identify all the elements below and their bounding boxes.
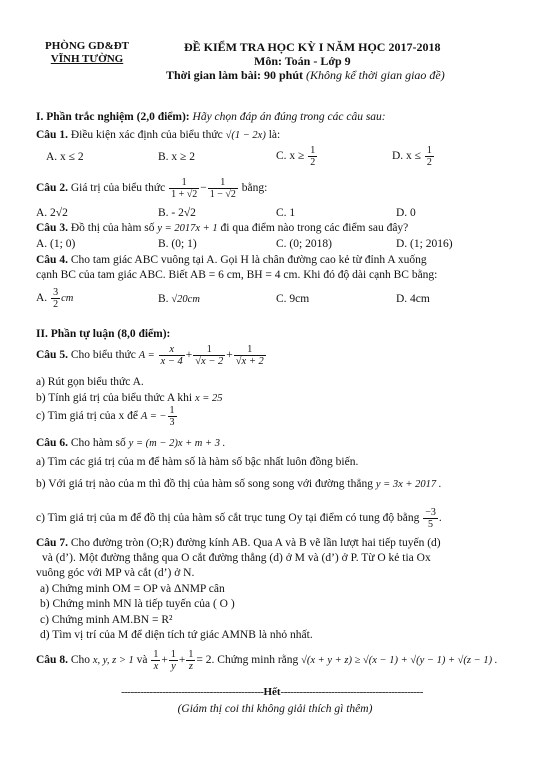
- q2-option-c: C. 1: [276, 207, 296, 219]
- question-4-line2: cạnh BC của tam giác ABC. Biết AB = 6 cm, BH = 4 cm. Khi đó độ dài cạnh BC bằng:: [36, 269, 438, 281]
- question-5: Câu 5. Cho biểu thức A = $\frac{x}{x - 4}$ + $\frac{1}{√x - 2}$ + $\frac{1}{√x + 2}$: [36, 344, 264, 367]
- q7-part-c: c) Chứng minh AM.BN = R²: [40, 614, 173, 626]
- q6-part-a: a) Tìm các giá trị của m để hàm số là hàm số bậc nhất luôn đồng biến.: [36, 456, 359, 468]
- question-4-line1: Câu 4. Cho tam giác ABC vuông tại A. Gọi H là chân đường cao kẻ từ đỉnh A xuống: [36, 254, 427, 266]
- question-2: Câu 2. Giá trị của biểu thức $\frac{1}{1 + √2}$ − $\frac{1}{1 - √2}$ bằng:: [36, 177, 268, 200]
- part2-title: II. Phần tự luận (8,0 điểm):: [36, 328, 171, 340]
- q1-option-b: B. x ≥ 2: [158, 151, 195, 163]
- question-8: Câu 8. Cho x, y, z > 1 và $\frac{1}{x}$ + $\frac{1}{y}$ + $\frac{1}{z}$ = 2. Chứng minh rằng √(x + y + z) ≥ √(x − 1) + √(y − 1) + √(z − 1) .: [36, 649, 498, 672]
- q7-part-b: b) Chứng minh MN là tiếp tuyến của ( O ): [40, 598, 235, 610]
- exam-time: Thời gian làm bài: 90 phút (Không kể thời gian giao đề): [166, 68, 445, 82]
- question-6: Câu 6. Cho hàm số y = (m − 2)x + m + 3 .: [36, 437, 226, 449]
- question-7-line1: Câu 7. Cho đường tròn (O;R) đường kính AB. Qua A và B vẽ lần lượt hai tiếp tuyến (d): [36, 537, 441, 549]
- q3-option-c: C. (0; 2018): [276, 238, 332, 250]
- q5-part-c: c) Tìm giá trị của x để A = − $\frac{1}{3}$: [36, 405, 175, 428]
- question-1: Câu 1. Điều kiện xác định của biểu thức √(1 − 2x) là:: [36, 129, 281, 141]
- question-3: Câu 3. Đồ thị của hàm số y = 2017x + 1 đi qua điểm nào trong các điểm sau đây?: [36, 222, 409, 234]
- exam-title: ĐỀ KIỂM TRA HỌC KỲ I NĂM HỌC 2017-2018: [184, 40, 441, 54]
- footer-note: (Giám thị coi thi không giải thích gì thêm): [177, 703, 373, 715]
- end-marker: ---------------------------------------------Hết---------------------------------------------: [121, 686, 423, 698]
- q4-option-d: D. 4cm: [396, 293, 430, 305]
- q5-part-a: a) Rút gọn biểu thức A.: [36, 376, 144, 388]
- q3-option-b: B. (0; 1): [158, 238, 197, 250]
- q1-option-a: A. x ≤ 2: [46, 151, 84, 163]
- q2-option-d: D. 0: [396, 207, 416, 219]
- department-name: PHÒNG GD&ĐT: [44, 40, 130, 52]
- q4-option-a: A. $\frac{3}{2}$ cm: [36, 287, 74, 310]
- q6-part-b: b) Với giá trị nào của m thì đồ thị của hàm số song song với đường thẳng y = 3x + 2017 .: [36, 478, 442, 490]
- q6-part-c: c) Tìm giá trị của m để đồ thị của hàm số cắt trục tung Oy tại điểm có tung độ bằng $\frac{-3}{5}$ .: [36, 507, 442, 530]
- q2-option-b: B. - 2√2: [158, 207, 196, 219]
- q3-option-d: D. (1; 2016): [396, 238, 453, 250]
- q4-option-c: C. 9cm: [276, 293, 310, 305]
- part1-title: I. Phần trắc nghiệm (2,0 điểm): Hãy chọn đáp án đúng trong các câu sau:: [36, 111, 386, 123]
- q1-option-d: D. x ≤ $\frac{1}{2}$: [392, 145, 432, 168]
- q1-option-c: C. x ≥ $\frac{1}{2}$: [276, 145, 316, 168]
- q2-option-a: A. 2√2: [36, 207, 68, 219]
- exam-subject: Môn: Toán - Lớp 9: [254, 54, 351, 68]
- district-name: VĨNH TƯỜNG: [50, 53, 124, 65]
- q7-part-d: d) Tìm vị trí của M để diện tích tứ giác AMNB là nhỏ nhất.: [40, 629, 313, 641]
- q3-option-a: A. (1; 0): [36, 238, 76, 250]
- question-7-line2: và (d’). Một đường thẳng qua O cắt đường thẳng (d) ở M và (d’) ở P. Từ O kẻ tia Ox: [42, 552, 431, 564]
- question-7-line3: vuông góc với MP và cắt (d’) ở N.: [36, 567, 195, 579]
- q5-part-b: b) Tính giá trị của biểu thức A khi x = 25: [36, 392, 223, 404]
- q7-part-a: a) Chứng minh OM = OP và ΔNMP cân: [40, 583, 225, 595]
- q4-option-b: B. √20cm: [158, 293, 200, 305]
